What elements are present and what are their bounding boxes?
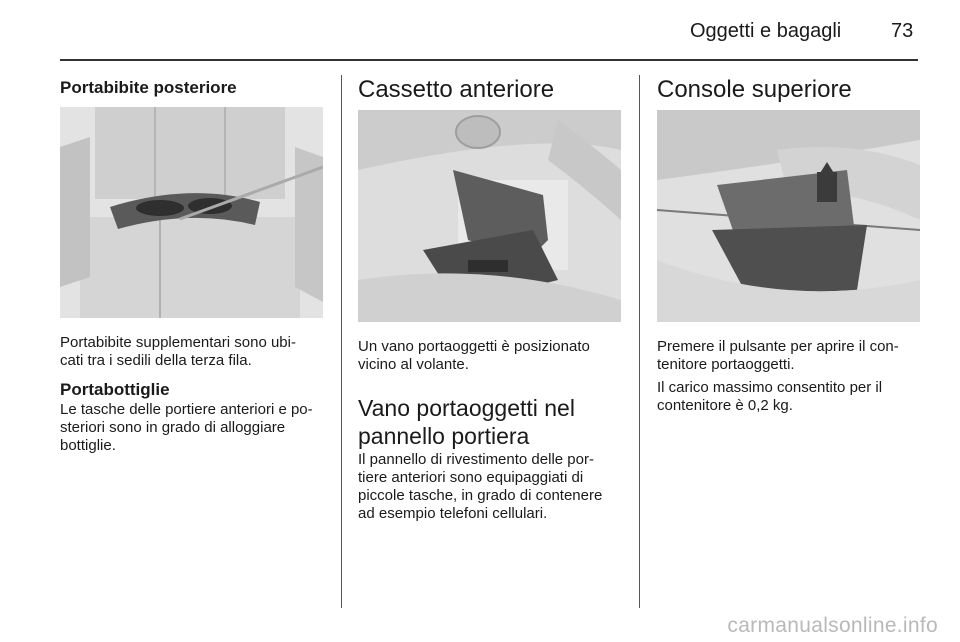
overhead-console-photo-icon (657, 110, 920, 322)
rear-cupholder-heading: Portabibite posteriore (60, 78, 237, 97)
console-text-line-1: Premere il pulsante per aprire il con- (657, 338, 899, 355)
door-pocket-heading-line-2: pannello portiera (358, 423, 530, 449)
column-divider-2 (639, 75, 640, 608)
glovebox-text-line-2: vicino al volante. (358, 356, 469, 373)
column-divider-1 (341, 75, 342, 608)
console-load-text-line-1: Il carico massimo consentito per il (657, 379, 883, 396)
door-pocket-text-line-2: tiere anteriori sono equipaggiati di (358, 469, 584, 486)
door-pocket-text-line-3: piccole tasche, in grado di contenere (358, 487, 603, 504)
rear-cupholder-photo-icon (60, 107, 323, 318)
page-number: 73 (891, 20, 914, 42)
bottle-holder-text-line-2: steriori sono in grado di alloggiare (60, 419, 286, 436)
watermark: carmanualsonline.info (727, 614, 938, 637)
header-rule (60, 59, 918, 61)
bottle-holder-text-line-1: Le tasche delle portiere anteriori e po- (60, 401, 313, 418)
rear-cupholder-text-line-2: cati tra i sedili della terza fila. (60, 352, 252, 369)
glovebox-text-line-1: Un vano portaoggetti è posizionato (358, 338, 590, 355)
front-glovebox-heading: Cassetto anteriore (358, 76, 555, 103)
page-header-title: Oggetti e bagagli (690, 20, 842, 42)
door-pocket-heading-line-1: Vano portaoggetti nel (358, 395, 575, 421)
rear-cupholder-text-line-1: Portabibite supplementari sono ubi- (60, 334, 296, 351)
door-pocket-text-line-4: ad esempio telefoni cellulari. (358, 505, 548, 522)
bottle-holder-subheading: Portabottiglie (60, 380, 170, 399)
overhead-console-heading: Console superiore (657, 76, 852, 103)
door-pocket-text-line-1: Il pannello di rivestimento delle por- (358, 451, 594, 468)
console-load-text-line-2: contenitore è 0,2 kg. (657, 397, 793, 414)
bottle-holder-text-line-3: bottiglie. (60, 437, 116, 454)
glovebox-photo-icon (358, 110, 621, 322)
console-text-line-2: tenitore portaoggetti. (657, 356, 795, 373)
